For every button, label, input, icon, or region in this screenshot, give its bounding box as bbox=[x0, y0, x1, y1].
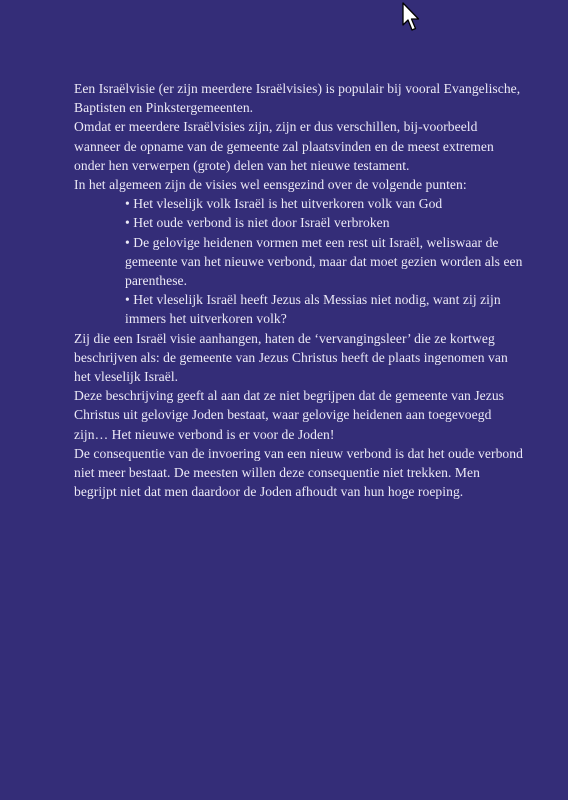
paragraph-description: Deze beschrijving geeft al aan dat ze niet begrijpen dat de gemeente van Jezus Christus uit gelovige Joden bestaat, waar gelovige heidenen aan toegevoegd zijn… Het nieuwe verbond is er voor de Joden! bbox=[74, 388, 505, 442]
document-body bbox=[74, 79, 524, 501]
paragraph-consequence: De consequentie van de invoering van een nieuw verbond is dat het oude verbond niet meer bestaat. De meesten willen deze consequentie niet trekken. Men begrijpt niet dat men daardoor de Joden afhoudt van hun hoge roeping. bbox=[74, 445, 523, 500]
bullet-item-3: • De gelovige heidenen vormen met een rest uit Israël, weliswaar de gemeente van het nieuwe verbond, maar dat moet gezien worden als een parenthese. bbox=[125, 233, 524, 291]
bullet-item-1: • Het vleselijk volk Israël is het uitverkoren volk van God bbox=[125, 194, 524, 213]
paragraph-differences: Omdat er meerdere Israëlvisies zijn, zijn er dus verschillen, bij-voorbeeld wanneer de opname van de gemeente zal plaatsvinden en de meest extremen onder hen verwerpen (grote) delen van het nieuwe testament. bbox=[74, 119, 494, 173]
paragraph-replacement-theology: Zij die een Israël visie aanhangen, haten de ‘vervangingsleer’ die ze kortweg beschrijven als: de gemeente van Jezus Christus heeft de plaats ingenomen van het vleselijk Israël. bbox=[74, 330, 508, 385]
bullet-list bbox=[74, 194, 524, 328]
paragraph-intro: Een Israëlvisie (er zijn meerdere Israëlvisies) is populair bij vooral Evangelische, Baptisten en Pinkstergemeenten. bbox=[74, 81, 521, 116]
paragraph-common-points: In het algemeen zijn de visies wel eensgezind over de volgende punten: bbox=[74, 177, 467, 193]
bullet-item-2: • Het oude verbond is niet door Israël verbroken bbox=[125, 213, 524, 232]
bullet-item-4: • Het vleselijk Israël heeft Jezus als Messias niet nodig, want zij zijn immers het uitverkoren volk? bbox=[125, 290, 524, 328]
mouse-pointer-icon bbox=[401, 2, 421, 32]
